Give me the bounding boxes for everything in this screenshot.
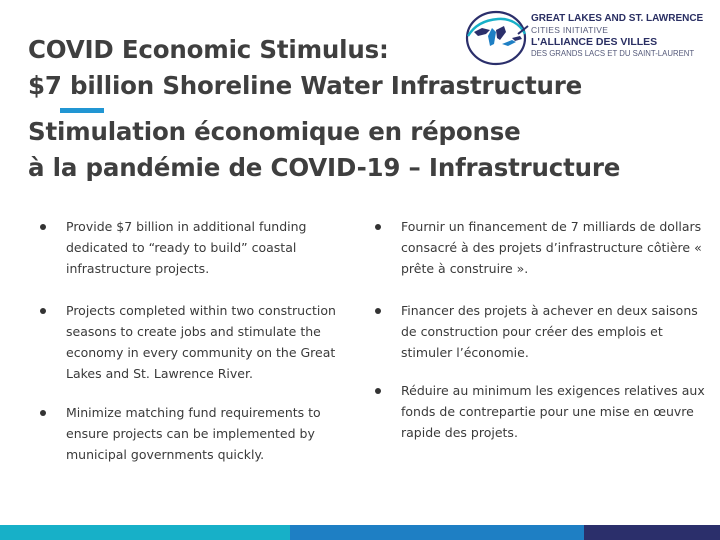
bullet-text: Fournir un financement de 7 milliards de dollars consacré à des projets d’infrastructure côtière « prête à construire ».: [401, 219, 702, 276]
footer-color-band: [0, 525, 720, 540]
bullet-dot-icon: [40, 410, 46, 416]
footer-band-navy: [584, 525, 720, 540]
logo-text-line-2: CITIES INITIATIVE: [531, 25, 609, 35]
bullet-text: Minimize matching fund requirements to ensure projects can be implemented by municipal governments quickly.: [66, 405, 321, 462]
bullet-dot-icon: [375, 388, 381, 394]
bullet-dot-icon: [375, 224, 381, 230]
bullet-dot-icon: [40, 224, 46, 230]
bullet-text: Projects completed within two construction seasons to create jobs and stimulate the economy in every community on the Great Lakes and St. Lawrence River.: [66, 303, 336, 381]
bullet-text: Réduire au minimum les exigences relatives aux fonds de contrepartie pour une mise en œuvre rapide des projets.: [401, 383, 705, 440]
organization-logo: [462, 6, 712, 70]
bullet-dot-icon: [40, 308, 46, 314]
title-line-2: $7 billion Shoreline Water Infrastructure: [28, 71, 583, 100]
bullet-text: Financer des projets à achever en deux saisons de construction pour créer des emplois et stimuler l’économie.: [401, 303, 698, 360]
logo-text-line-1: GREAT LAKES AND ST. LAWRENCE: [531, 13, 704, 24]
footer-band-teal: [0, 525, 290, 540]
title-line-1: COVID Economic Stimulus:: [28, 35, 389, 64]
title-line-3: Stimulation économique en réponse: [28, 117, 521, 146]
logo-text-line-4: DES GRANDS LACS ET DU SAINT-LAURENT: [531, 49, 695, 58]
title-line-4: à la pandémie de COVID-19 – Infrastructure: [28, 153, 621, 182]
bullet-dot-icon: [375, 308, 381, 314]
logo-text-line-3: L'ALLIANCE DES VILLES: [531, 36, 658, 48]
title-accent-bar: [60, 108, 104, 113]
bullet-text: Provide $7 billion in additional funding dedicated to “ready to build” coastal infrastructure projects.: [66, 219, 307, 276]
footer-band-blue: [290, 525, 584, 540]
great-lakes-map-icon: [462, 6, 530, 70]
